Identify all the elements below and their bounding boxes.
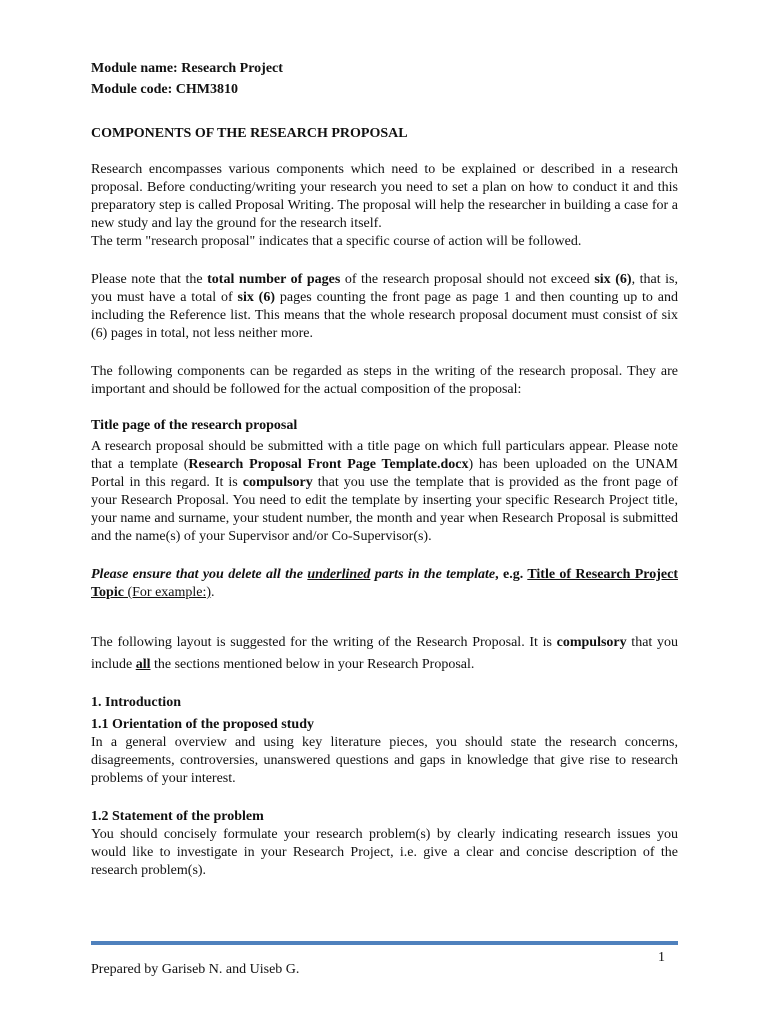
intro-term-paragraph: The term "research proposal" indicates that a specific course of action will be followed. xyxy=(91,234,582,249)
steps-note-paragraph: The following components can be regarded as steps in the writing of the research proposal. They are important and should be followed for the actual composition of the proposal: xyxy=(91,364,678,397)
footer-prepared-by: Prepared by Gariseb N. and Uiseb G. xyxy=(91,962,300,977)
section-problem-text: You should concisely formulate your research problem(s) by clearly indicating research issues you would like to investigate in your Research Project, i.e. give a clear and concise description of the research problem(s). xyxy=(91,827,678,878)
page-number: 1 xyxy=(658,950,665,965)
section-introduction-heading: 1. Introduction xyxy=(91,695,181,710)
title-page-paragraph: A research proposal should be submitted with a title page on which full particulars appear. Please note that a template (Research Proposal Front Page Template.docx) has been uploaded on the UNAM Portal in this regard. It is compulsory that you use the template that is provided as the front page of your Research Proposal. You need to edit the template by inserting your specific Research Project title, your name and surname, your student number, the month and year when Research Proposal is submitted and the name(s) of your Supervisor and/or Co-Supervisor(s). xyxy=(91,439,679,544)
module-name: Module name: Research Project xyxy=(91,61,283,76)
ensure-note-paragraph: Please ensure that you delete all the underlined parts in the template, e.g. Title of Research Project Topic (For example:). xyxy=(91,567,678,600)
section-problem-heading: 1.2 Statement of the problem xyxy=(91,809,264,824)
pages-note-paragraph: Please note that the total number of pages of the research proposal should not exceed six (6), that is, you must have a total of six (6) pages counting the front page as page 1 and then counting up to and including the Reference list. This means that the whole research proposal document must consist of six (6) pages in total, not less neither more. xyxy=(91,272,678,341)
page-title: COMPONENTS OF THE RESEARCH PROPOSAL xyxy=(91,126,408,141)
section-orientation-heading: 1.1 Orientation of the proposed study xyxy=(91,717,314,732)
layout-note-paragraph: The following layout is suggested for the writing of the Research Proposal. It is compulsory that you include all the sections mentioned below in your Research Proposal. xyxy=(91,635,678,672)
footer-divider xyxy=(91,941,678,945)
title-page-heading: Title page of the research proposal xyxy=(91,418,298,433)
section-orientation-text: In a general overview and using key literature pieces, you should state the research concerns, disagreements, controversies, unanswered questions and gaps in knowledge that give rise to research problems of your interest. xyxy=(91,735,678,786)
document-body xyxy=(91,58,678,880)
intro-paragraph: Research encompasses various components which need to be explained or described in a research proposal. Before conducting/writing your research you need to set a plan on how to conduct it and this preparatory step is called Proposal Writing. The proposal will help the researcher in building a case for a new study and lay the ground for the research itself. xyxy=(91,162,678,231)
module-code: Module code: CHM3810 xyxy=(91,82,238,97)
